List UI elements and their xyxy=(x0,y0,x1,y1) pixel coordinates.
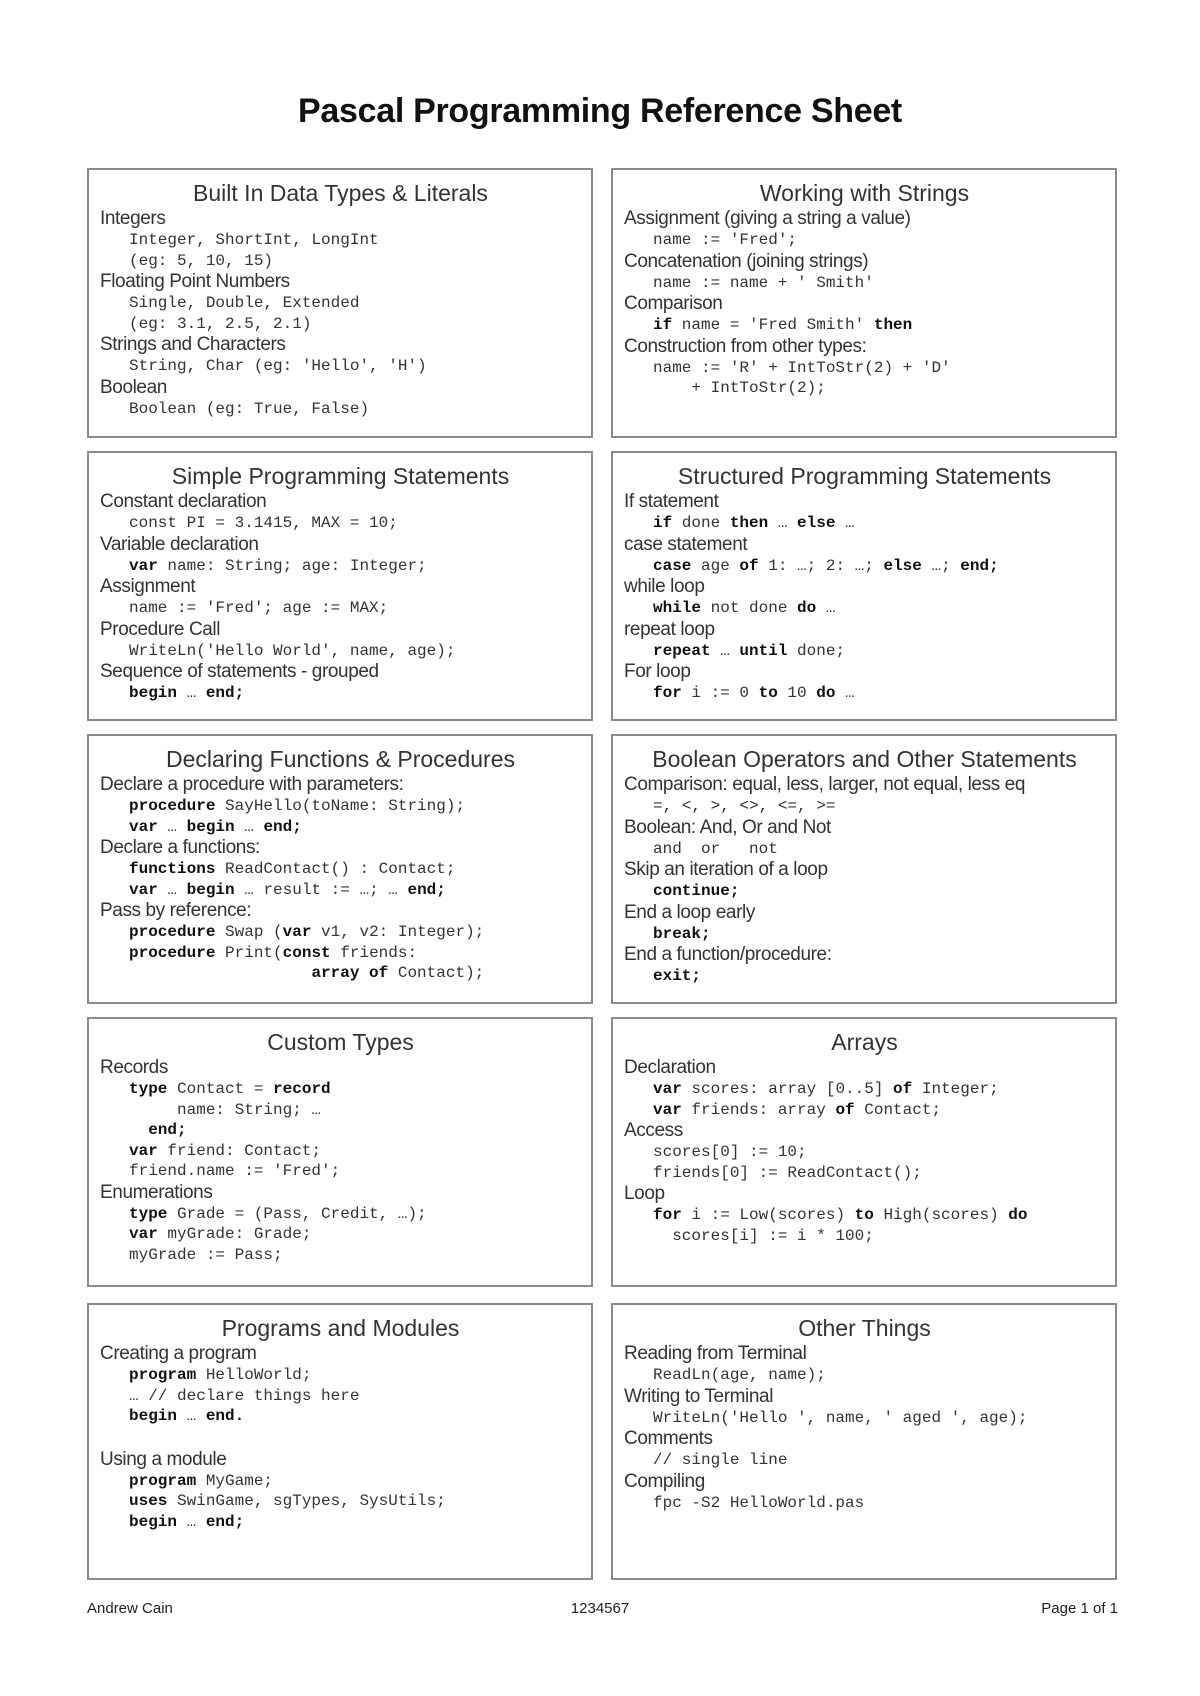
kw-end: end; xyxy=(148,1121,187,1139)
while-end: … xyxy=(816,599,836,617)
program-code-3 xyxy=(100,1406,581,1427)
module-code-3 xyxy=(100,1512,581,1533)
integers-types-code: Integer, ShortInt, LongInt xyxy=(129,231,379,249)
kw-procedure: procedure xyxy=(129,797,216,815)
boolean-ops-box xyxy=(611,734,1117,1004)
kw-program: program xyxy=(129,1366,197,1384)
simple-statements-box xyxy=(87,451,593,721)
custom-types-box xyxy=(87,1017,593,1287)
sequence-code xyxy=(100,683,581,704)
kw-until: until xyxy=(739,641,788,660)
kw-else: else xyxy=(883,556,922,575)
kw-end: end; xyxy=(960,556,999,575)
kw-do: do xyxy=(816,684,836,702)
kw-record: record xyxy=(273,1080,331,1098)
kw-var: var xyxy=(129,556,158,575)
repeat-end: done; xyxy=(787,641,846,660)
record-code-4 xyxy=(100,1141,581,1162)
while-mid: not done xyxy=(701,599,798,617)
write-label: Writing to Terminal xyxy=(624,1385,774,1407)
array-loop-mid2: High(scores) xyxy=(873,1206,1009,1224)
records-label: Records xyxy=(100,1057,168,1078)
kw-do: do xyxy=(1008,1206,1028,1224)
kw-to: to xyxy=(758,684,778,702)
enumerations-label: Enumerations xyxy=(100,1181,213,1203)
enum-code-3: myGrade := Pass; xyxy=(129,1245,283,1264)
array-loop-mid1: i := Low(scores) xyxy=(681,1206,855,1224)
const-label: Constant declaration xyxy=(100,491,267,512)
proc-decl-mid2: … xyxy=(234,817,264,836)
if-code xyxy=(624,513,1105,534)
construction-code-1: name := 'R' + IntToStr(2) + 'D' xyxy=(653,358,951,377)
comparison-ops-code: =, <, >, <>, <=, >= xyxy=(653,797,836,815)
array-decl-mid1: scores: array [0..5] xyxy=(681,1080,894,1098)
record-code-2: name: String; … xyxy=(129,1100,322,1119)
array-decl-rest2: Contact; xyxy=(854,1100,942,1119)
create-program-label: Creating a program xyxy=(100,1343,257,1364)
for-end: … xyxy=(835,684,855,702)
skip-label: Skip an iteration of a loop xyxy=(624,859,828,880)
record-end-indent xyxy=(129,1121,148,1139)
record-var-rest: friend: Contact; xyxy=(157,1141,322,1160)
program-mid: … xyxy=(177,1407,206,1425)
compile-code: fpc -S2 HelloWorld.pas xyxy=(653,1493,865,1512)
for-code xyxy=(624,683,1105,704)
kw-case: case xyxy=(653,556,692,575)
func-decl-mid2: … result := …; … xyxy=(234,880,408,899)
array-decl-rest1: Integer; xyxy=(912,1080,999,1098)
kw-procedure: procedure xyxy=(129,943,216,962)
record-code-5: friend.name := 'Fred'; xyxy=(129,1162,341,1180)
boolean-ops-label: Boolean: And, Or and Not xyxy=(624,816,831,838)
kw-functions: functions xyxy=(129,860,216,878)
kw-var: var xyxy=(653,1100,682,1119)
kw-for: for xyxy=(653,1206,682,1224)
simple-statements-title: Simple Programming Statements xyxy=(171,463,510,489)
structured-statements-title: Structured Programming Statements xyxy=(677,463,1052,489)
comparison-code xyxy=(624,315,1105,336)
construction-label: Construction from other types: xyxy=(624,335,867,357)
kw-begin: begin xyxy=(129,1512,178,1531)
kw-of: of xyxy=(739,556,759,575)
functions-title: Declaring Functions & Procedures xyxy=(166,746,515,772)
concat-label: Concatenation (joining strings) xyxy=(624,250,869,272)
kw-end: end; xyxy=(407,880,446,899)
programs-box xyxy=(87,1303,593,1580)
read-code: ReadLn(age, name); xyxy=(653,1366,826,1384)
kw-for: for xyxy=(653,684,682,702)
sequence-label: Sequence of statements - grouped xyxy=(100,661,379,682)
kw-array-of: array of xyxy=(311,964,389,982)
ref-indent xyxy=(129,964,311,982)
comparison-ops-label: Comparison: equal, less, larger, not equal, less eq xyxy=(624,774,1026,795)
kw-var: var xyxy=(129,880,158,899)
program-code-2: … // declare things here xyxy=(129,1386,360,1405)
footer-page-number: Page 1 of 1 xyxy=(1041,1600,1118,1617)
exit-label: End a function/procedure: xyxy=(624,944,832,965)
kw-const: const xyxy=(282,943,331,962)
kw-var: var xyxy=(129,1225,158,1243)
var-rest: name: String; age: Integer; xyxy=(157,556,427,575)
comparison-expr: name = 'Fred Smith' xyxy=(672,316,874,334)
kw-var: var xyxy=(653,1080,682,1098)
record-code-1 xyxy=(100,1079,581,1100)
module-program-name: MyGame; xyxy=(196,1471,274,1490)
array-access-code-1: scores[0] := 10; xyxy=(653,1143,807,1161)
integers-label: Integers xyxy=(100,208,166,229)
footer-id: 1234567 xyxy=(570,1600,630,1617)
for-mid1: i := 0 xyxy=(681,684,759,702)
comparison-label: Comparison xyxy=(624,293,723,314)
program-name: HelloWorld; xyxy=(196,1366,312,1384)
proc-decl-label: Declare a procedure with parameters: xyxy=(100,774,404,795)
kw-else: else xyxy=(797,514,836,532)
kw-continue: continue; xyxy=(653,882,740,900)
footer-author: Andrew Cain xyxy=(87,1600,173,1617)
kw-var: var xyxy=(282,923,312,941)
case-mid3: …; xyxy=(921,556,961,575)
func-decl-mid: … xyxy=(157,880,187,899)
sequence-mid: … xyxy=(177,684,206,702)
ref-rest1: v1, v2: Integer); xyxy=(311,923,485,941)
if-label: If statement xyxy=(624,491,719,512)
skip-code xyxy=(624,881,1105,902)
array-decl-label: Declaration xyxy=(624,1057,716,1078)
strings-chars-label: Strings and Characters xyxy=(100,334,286,355)
kw-uses: uses xyxy=(129,1492,168,1510)
while-code xyxy=(624,598,1105,619)
boolean-types-code: Boolean (eg: True, False) xyxy=(129,399,370,418)
pass-by-ref-code-1 xyxy=(100,922,581,943)
if-mid1: done xyxy=(672,514,730,532)
kw-repeat: repeat xyxy=(653,641,711,660)
arrays-box xyxy=(611,1017,1117,1287)
case-mid1: age xyxy=(691,556,740,575)
functions-box xyxy=(87,734,593,1004)
kw-do: do xyxy=(797,599,817,617)
proc-decl-rest: SayHello(toName: String); xyxy=(215,797,466,815)
if-end: … xyxy=(835,514,855,532)
kw-var: var xyxy=(129,1141,158,1160)
case-code xyxy=(624,556,1105,577)
const-code: const PI = 3.1415, MAX = 10; xyxy=(129,514,398,532)
func-decl-code-1 xyxy=(100,859,581,880)
boolean-ops-code: and or not xyxy=(653,839,778,858)
early-code xyxy=(624,924,1105,945)
kw-begin: begin xyxy=(129,684,178,702)
pass-by-ref-code-2 xyxy=(100,943,581,964)
assign-label: Assignment xyxy=(100,576,196,597)
data-types-box xyxy=(87,168,593,438)
construction-code-2: + IntToStr(2); xyxy=(653,379,826,397)
kw-while: while xyxy=(653,599,702,617)
page-title: Pascal Programming Reference Sheet xyxy=(298,92,902,130)
func-decl-code-2 xyxy=(100,880,581,901)
enum-var-rest: myGrade: Grade; xyxy=(157,1225,312,1243)
write-code: WriteLn('Hello ', name, ' aged ', age); xyxy=(653,1408,1028,1427)
func-decl-label: Declare a functions: xyxy=(100,837,260,858)
kw-to: to xyxy=(854,1206,874,1224)
kw-var: var xyxy=(129,817,158,836)
kw-of: of xyxy=(835,1100,855,1119)
strings-box xyxy=(611,168,1117,438)
exit-code xyxy=(624,966,1105,987)
pass-by-ref-label: Pass by reference: xyxy=(100,900,252,921)
repeat-label: repeat loop xyxy=(624,618,715,640)
strings-types-code: String, Char (eg: 'Hello', 'H') xyxy=(129,357,427,375)
kw-begin: begin xyxy=(186,817,235,836)
assign-code: name := 'Fred'; age := MAX; xyxy=(129,599,389,617)
kw-begin: begin xyxy=(129,1407,178,1425)
kw-program: program xyxy=(129,1471,197,1490)
ref-mid1: Swap ( xyxy=(215,923,283,941)
proc-decl-code-1 xyxy=(100,796,581,817)
boolean-ops-title: Boolean Operators and Other Statements xyxy=(652,746,1077,772)
read-label: Reading from Terminal xyxy=(624,1343,807,1364)
module-label: Using a module xyxy=(100,1448,227,1470)
proc-call-code: WriteLn('Hello World', name, age); xyxy=(129,641,456,660)
other-things-box xyxy=(611,1303,1117,1580)
concat-code: name := name + ' Smith' xyxy=(653,273,874,292)
array-loop-code-1 xyxy=(624,1205,1105,1226)
kw-then: then xyxy=(873,316,913,334)
array-decl-code-1 xyxy=(624,1079,1105,1100)
for-mid2: 10 xyxy=(777,684,817,702)
array-access-code-2: friends[0] := ReadContact(); xyxy=(653,1163,922,1182)
kw-if: if xyxy=(653,316,673,334)
structured-statements-box xyxy=(611,451,1117,721)
kw-break: break; xyxy=(653,924,711,943)
pass-by-ref-code-3 xyxy=(100,963,581,984)
kw-end: end; xyxy=(205,684,245,702)
if-mid2: … xyxy=(768,514,798,532)
kw-type: type xyxy=(129,1204,168,1223)
module-code-2 xyxy=(100,1491,581,1512)
boolean-label: Boolean xyxy=(100,376,167,398)
while-label: while loop xyxy=(624,576,705,597)
kw-exit: exit; xyxy=(653,967,702,985)
proc-decl-code-2 xyxy=(100,817,581,838)
array-decl-mid2: friends: array xyxy=(681,1100,836,1119)
kw-end: end; xyxy=(263,817,302,836)
arrays-title: Arrays xyxy=(831,1029,898,1055)
array-loop-code-2: scores[i] := i * 100; xyxy=(653,1226,874,1245)
for-label: For loop xyxy=(624,661,691,682)
string-assignment-code: name := 'Fred'; xyxy=(653,231,798,249)
module-mid: … xyxy=(177,1512,206,1531)
kw-type: type xyxy=(129,1080,168,1098)
spacer xyxy=(100,1427,581,1449)
ref-rest2: friends: xyxy=(330,943,418,962)
array-decl-code-2 xyxy=(624,1100,1105,1121)
case-mid2: 1: …; 2: …; xyxy=(758,556,884,575)
enum-rest: Grade = (Pass, Credit, …); xyxy=(167,1204,427,1223)
record-code-3 xyxy=(100,1120,581,1141)
kw-procedure: procedure xyxy=(129,923,216,941)
kw-then: then xyxy=(729,514,769,532)
kw-end: end; xyxy=(205,1512,245,1531)
kw-of: of xyxy=(893,1080,913,1098)
func-decl-rest: ReadContact() : Contact; xyxy=(215,860,456,878)
ref-rest3: Contact); xyxy=(388,964,485,982)
floating-eg-code: (eg: 3.1, 2.5, 2.1) xyxy=(129,314,312,333)
floating-label: Floating Point Numbers xyxy=(100,271,290,292)
repeat-mid: … xyxy=(710,641,740,660)
kw-if: if xyxy=(653,514,673,532)
var-code xyxy=(100,556,581,577)
enum-code-1 xyxy=(100,1204,581,1225)
module-code-1 xyxy=(100,1471,581,1492)
string-assignment-label: Assignment (giving a string a value) xyxy=(624,208,911,229)
proc-call-label: Procedure Call xyxy=(100,618,221,640)
enum-code-2 xyxy=(100,1224,581,1245)
var-label: Variable declaration xyxy=(100,533,259,555)
comments-code: // single line xyxy=(653,1451,788,1469)
comments-label: Comments xyxy=(624,1428,713,1449)
case-label: case statement xyxy=(624,533,748,555)
array-access-label: Access xyxy=(624,1120,683,1141)
other-things-title: Other Things xyxy=(798,1315,931,1341)
array-loop-label: Loop xyxy=(624,1183,665,1204)
uses-list: SwinGame, sgTypes, SysUtils; xyxy=(167,1492,446,1510)
strings-title: Working with Strings xyxy=(759,180,970,206)
kw-begin: begin xyxy=(186,880,235,899)
ref-mid2: Print( xyxy=(215,943,283,962)
compile-label: Compiling xyxy=(624,1470,705,1492)
repeat-code xyxy=(624,641,1105,662)
programs-title: Programs and Modules xyxy=(221,1315,460,1341)
program-code-1 xyxy=(100,1365,581,1386)
proc-decl-mid: … xyxy=(157,817,187,836)
data-types-title: Built In Data Types & Literals xyxy=(193,180,488,206)
integers-eg-code: (eg: 5, 10, 15) xyxy=(129,251,274,270)
record-mid: Contact = xyxy=(167,1080,274,1098)
kw-end: end. xyxy=(205,1407,245,1425)
floating-types-code: Single, Double, Extended xyxy=(129,294,360,312)
custom-types-title: Custom Types xyxy=(267,1029,414,1055)
early-label: End a loop early xyxy=(624,901,755,923)
